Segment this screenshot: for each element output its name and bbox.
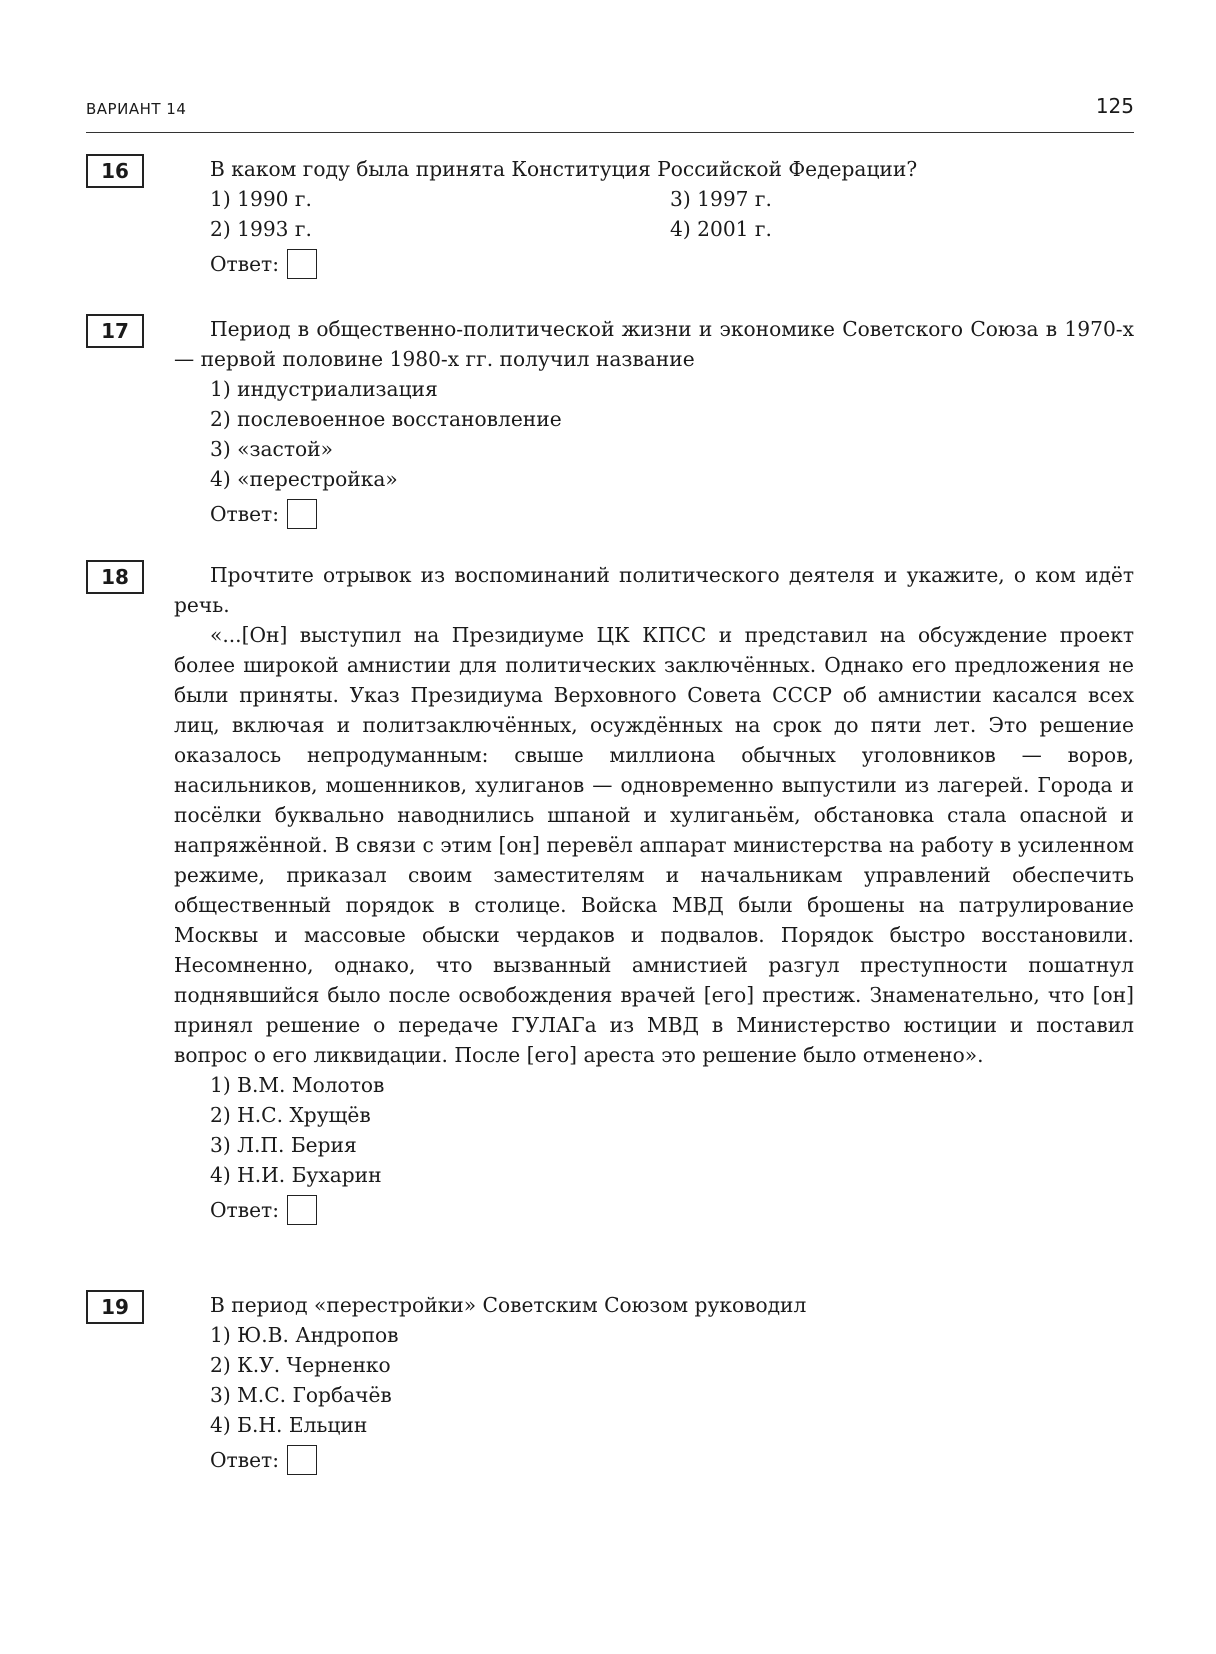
option: 3) 1997 г. [670, 187, 772, 211]
task-number-badge: 17 [86, 314, 144, 348]
task-body [174, 314, 1134, 531]
options-grid [210, 184, 1134, 244]
option: 1) индустриализация [210, 377, 438, 401]
answer-label: Ответ: [210, 1448, 280, 1472]
task-body [174, 1290, 1134, 1477]
answer-row [210, 247, 1134, 281]
option: 3) М.С. Горбачёв [210, 1383, 392, 1407]
options-list [210, 1070, 1134, 1190]
option: 4) 2001 г. [670, 217, 772, 241]
answer-box[interactable] [287, 1195, 317, 1225]
answer-label: Ответ: [210, 252, 280, 276]
question-text: Прочтите отрывок из воспоминаний политического деятеля и укажите, о ком идёт речь. [174, 563, 1134, 617]
option: 2) К.У. Черненко [210, 1353, 391, 1377]
answer-row [210, 1193, 1134, 1227]
option: 2) послевоенное восстановление [210, 407, 562, 431]
option: 3) «застой» [210, 437, 333, 461]
option: 4) Б.Н. Ельцин [210, 1413, 368, 1437]
answer-box[interactable] [287, 499, 317, 529]
question-text: В каком году была принята Конституция Российской Федерации? [210, 157, 918, 181]
variant-label: ВАРИАНТ 14 [86, 100, 187, 118]
page-header [86, 92, 1134, 133]
answer-row [210, 497, 1134, 531]
task-body [174, 560, 1134, 1227]
options-list [210, 1320, 1134, 1440]
question-text: Период в общественно-политической жизни и экономике Советского Союза в 1970-х — первой половине 1980-х гг. получил название [174, 317, 1134, 371]
answer-box[interactable] [287, 1445, 317, 1475]
answer-row [210, 1443, 1134, 1477]
option: 2) Н.С. Хрущёв [210, 1103, 371, 1127]
option: 2) 1993 г. [210, 217, 312, 241]
task-number-badge: 18 [86, 560, 144, 594]
option: 1) Ю.В. Андропов [210, 1323, 399, 1347]
answer-box[interactable] [287, 249, 317, 279]
option: 4) Н.И. Бухарин [210, 1163, 382, 1187]
option: 1) В.М. Молотов [210, 1073, 385, 1097]
option: 4) «перестройка» [210, 467, 398, 491]
answer-label: Ответ: [210, 502, 280, 526]
option: 3) Л.П. Берия [210, 1133, 357, 1157]
task-body [174, 154, 1134, 281]
option: 1) 1990 г. [210, 187, 312, 211]
task-number-badge: 16 [86, 154, 144, 188]
question-text: В период «перестройки» Советским Союзом руководил [210, 1293, 807, 1317]
answer-label: Ответ: [210, 1198, 280, 1222]
options-list [210, 374, 1134, 494]
page-number: 125 [1095, 94, 1134, 118]
excerpt-text: «...[Он] выступил на Президиуме ЦК КПСС и представил на обсуждение проект более широкой амнистии для политических заключённых. Однако его предложения не были приняты. Указ Президиума Верховного Совета СССР об амнистии касался всех лиц, включая и политзаключённых, осуждённых на срок до пяти лет. Это решение оказалось непродуманным: свыше миллиона обычных уголовников — воров, насильников, мошенников, хулиганов — одновременно выпустили из лагерей. Города и посёлки буквально наводнились шпаной и хулиганьём, обстановка стала опасной и напряжённой. В связи с этим [он] перевёл аппарат министерства на работу в усиленном режиме, приказал своим заместителям и начальникам управлений обеспечить общественный порядок в столице. Войска МВД были брошены на патрулирование Москвы и массовые обыски чердаков и подвалов. Порядок быстро восстановили. Несомненно, однако, что вызванный амнистией разгул преступности пошатнул поднявшийся было после освобождения врачей [его] престиж. Знаменательно, что [он] принял решение о передаче ГУЛАГа из МВД в Министерство юстиции и поставил вопрос о его ликвидации. После [его] ареста это решение было отменено». [174, 623, 1134, 1067]
task-number-badge: 19 [86, 1290, 144, 1324]
